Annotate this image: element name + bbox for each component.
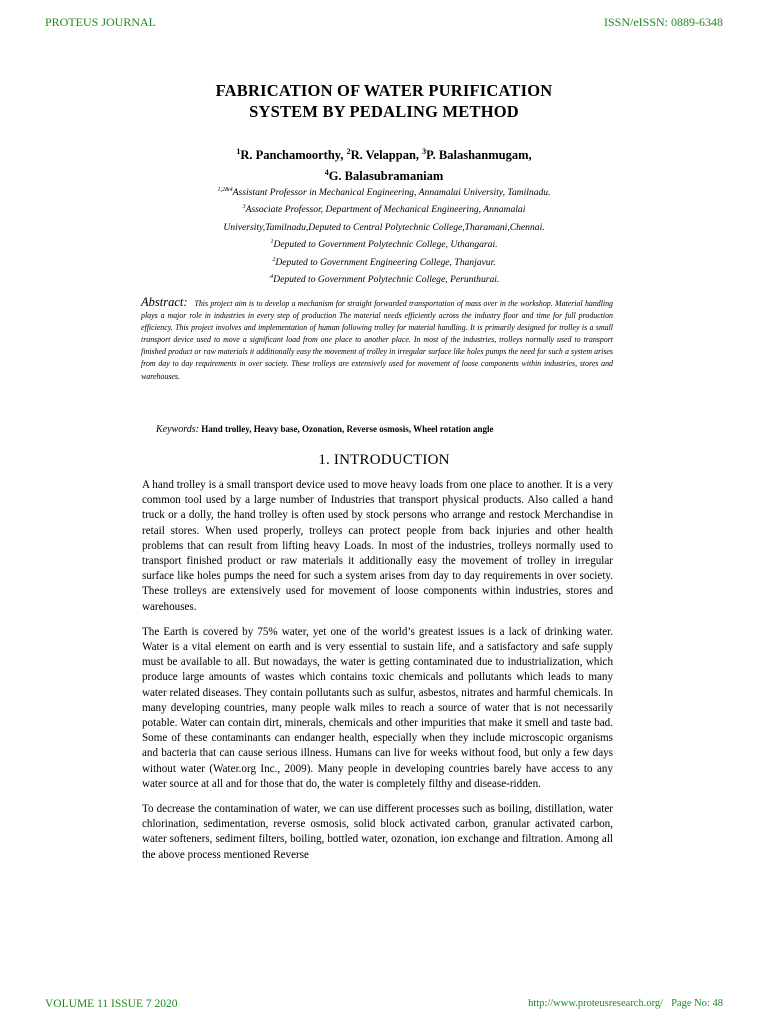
body-text [142, 478, 613, 873]
author-1-marker: 1 [236, 147, 241, 156]
keywords [156, 423, 616, 436]
author-list [0, 143, 768, 185]
page-footer [45, 998, 723, 1014]
paragraph: To decrease the contamination of water, we can use different processes such as boiling, distillation, water chlorination, sedimentation, reverse osmosis, solid block activated carbon, granular activated carbon, water softeners, sediment filters, boiling, bottled water, ozonation, ion exchange and filtration. Among all the above process mentioned Reverse [142, 803, 613, 861]
affiliation-marker: .4 [268, 273, 274, 280]
author-line-1 [0, 143, 768, 164]
author-4-marker: 4 [324, 168, 329, 178]
author-4: G. Balasubramaniam [328, 169, 444, 184]
title-line-1: FABRICATION OF WATER PURIFICATION [215, 81, 553, 100]
footer-right [520, 998, 723, 1009]
affiliation-text: University,Tamilnadu,Deputed to Central Polytechnic College,Tharamani,Chennai. [223, 221, 545, 233]
keywords-label: Keywords: [156, 424, 199, 435]
journal-url[interactable]: http://www.proteusresearch.org/ [528, 998, 664, 1009]
author-3: P. Balashanmugam, [426, 148, 532, 163]
author-3-marker: 3 [422, 147, 427, 156]
abstract [141, 296, 613, 383]
affiliation-marker: 2 [272, 256, 276, 263]
page-number: Page No: 48 [671, 998, 723, 1009]
affiliation-line [0, 200, 768, 217]
page-header [45, 15, 723, 31]
affiliation-text: Associate Professor, Department of Mechanical Engineering, Annamalai [245, 204, 526, 216]
paper-title [0, 80, 768, 122]
issn-label: ISSN/eISSN: 0889-6348 [603, 15, 723, 29]
affiliation-marker: 3 [242, 204, 246, 211]
author-2: R. Velappan, [350, 148, 423, 163]
affiliation-marker: 1,2&4 [217, 187, 233, 193]
affiliation-text: Assistant Professor in Mechanical Engineering, Annamalai University, Tamilnadu. [232, 187, 551, 199]
affiliation-text: Deputed to Government Polytechnic College, Perunthurai. [273, 274, 500, 286]
affiliation-line [0, 218, 768, 235]
author-2-marker: 2 [346, 147, 351, 156]
volume-label: VOLUME 11 ISSUE 7 2020 [45, 998, 178, 1010]
section-heading: 1. INTRODUCTION [318, 452, 450, 468]
affiliation-text: Deputed to Government Polytechnic College, Uthangarai. [273, 239, 498, 251]
affiliation-marker: 1 [270, 239, 274, 246]
title-line-2: SYSTEM BY PEDALING METHOD [249, 102, 519, 121]
affiliation-line [0, 183, 768, 200]
affiliations [0, 183, 768, 287]
keywords-value: Hand trolley, Heavy base, Ozonation, Reverse osmosis, Wheel rotation angle [201, 424, 494, 434]
author-1: R. Panchamoorthy, [240, 148, 347, 163]
paragraph: A hand trolley is a small transport device used to move heavy loads from one place to another. It is a very common tool used by a large number of Industries that transport physical products. Also called a hand truck or a dolly, the hand trolley is often used by stock persons who arrange and restock Merchandise in retail stores. When used properly, trolleys can protect people from back injuries and other health problems that can result from lifting heavy Loads. In most of the industries, trolleys normally used to transport finished product or raw materials it additionally easy the movement of trolley in irregular surface like holes pumps the need for such a system arises from day to day requirements in over society. These trolleys are extensively used for movement of loose components within industries, stores and warehouses. [142, 479, 613, 613]
affiliation-line [0, 253, 768, 270]
affiliation-line [0, 235, 768, 252]
journal-name: PROTEUS JOURNAL [45, 15, 157, 29]
paragraph: The Earth is covered by 75% water, yet one of the world’s greatest issues is a lack of drinking water. Water is a vital element on earth and is very essential to sustain life, and a satisfactory and safe supply must be available to all. But nowadays, the water is getting contaminated due to industrialization, which produce large amounts of wastes which contains toxic chemicals and pollutants which leads to many water related diseases. They contain pollutants such as sulfur, asbestos, nitrates and harmful chemicals. In many developing countries, many people walk miles to reach a source of water that is not necessarily potable. Water can contain dirt, minerals, chemicals and other impurities that make it smell and taste bad. Some of these contaminants can endanger health, especially when they include microscopic organisms and bacteria that can cause serious illness. Humans can live for weeks without food, but only a few days without water (Water.org Inc., 2009). Many people in developing countries barely have access to any water source at all and for those that do, the water is completely filthy and disease-ridden. [142, 625, 613, 790]
affiliation-text: Deputed to Government Engineering College, Thanjavur. [275, 256, 496, 268]
abstract-text: This project aim is to develop a mechanism for straight forwarded transportation of mass over in the workshop. Material handling plays a major role in industries in every step of production The material needs efficiently across the industry floor and time for full production efficiency. This project involves and implementation of human following trolley for material handling. It is primarily designed for trolley is a small transport device used to move a significant load from one place to another place. In most of the industries, trolleys normally used to transport finished product or raw materials it additionally easy the movement of trolley in irregular surface like holes pumps the need for such a system arises from day to day requirements in over society. These trolleys are extensively used for movement of loose components within industries, stores and warehouses. [141, 299, 613, 381]
affiliation-line [0, 270, 768, 287]
abstract-label: Abstract: [141, 295, 188, 309]
